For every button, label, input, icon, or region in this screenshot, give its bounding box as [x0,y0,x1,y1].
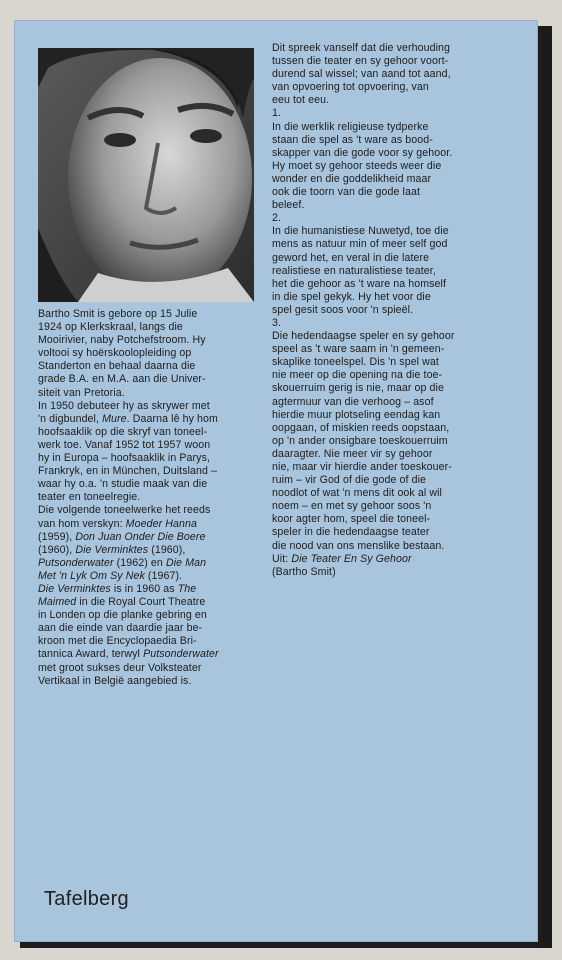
source-prefix: Uit: [272,552,292,565]
author-photo [38,48,254,302]
excerpt-source [272,553,524,566]
author-portrait-icon [38,48,254,302]
publisher-name: Tafelberg [44,888,129,910]
cover-edge-shadow [542,26,552,948]
back-cover [14,20,538,942]
excerpt-number-1: 1. [272,107,282,120]
book-title: Mure [102,412,127,425]
bio-text: (1967). [144,569,183,582]
play-title: Die Man Met 'n Lyk Om Sy Nek [38,556,207,582]
bio-paragraph-award [38,583,268,688]
bio-text: In 1950 debuteer hy as skrywer met 'n digbundel, [38,399,210,425]
bio-text: (1962) en [113,556,166,569]
bio-text: Die volgende toneelwerke het reeds van hom verskyn: [38,504,211,530]
source-title: Die Teater En Sy Gehoor [291,552,412,565]
bio-text: (1959), [38,530,73,543]
play-title: Die Verminktes [75,543,149,556]
excerpt-section-3: Die hedendaagse speler en sy gehoor speel as 't ware saam in 'n gemeen- skaplike toneelspel. Dis 'n spel wat nie meer op die opening na die toe- skouerruim gerig is nie, maar op die agtermuur van die verhoog – asof hierdie muur plotseling eendag kan oopgaan, of miskien reeds oopstaan, op 'n ander onsigbare toeskouerruim daaragter. Nie meer vir sy gehoor nie, maar vir hierdie ander toeskouer- ruim – vir God of die gode of die noodlot of wat 'n mens dit ook al wil noem – en met sy gehoor soos 'n koor agter hom, speel die toneel- speler in die hedendaagse teater die nood van ons menslike bestaan. [272,330,455,552]
play-title: Don Juan Onder Die Boere [75,530,206,543]
bio-text: in die Royal Court Theatre in Londen op die planke gebring en aan die einde van daardie jaar be- kroon met die Encyclopaedia Bri- tannica Award, terwyl [38,596,207,661]
excerpt-author: (Bartho Smit) [272,565,336,578]
bio-text: (1960), [151,543,186,556]
play-title: Putsonderwater [143,648,219,661]
excerpt-number-2: 2. [272,212,282,225]
bio-paragraph-birth: Bartho Smit is gebore op 15 Julie 1924 op Klerkskraal, langs die Mooirivier, naby Potchefstroom. Hy voltooi sy hoërskoolopleiding op Standerton en behaal daarna die grade B.A. en M.A. aan die Univer- siteit van Pretoria. [38,308,206,399]
bio-text: met groot sukses deur Volksteater Vertikaal in België aangebied is. [38,661,202,687]
bio-paragraph-career [38,400,268,505]
bio-paragraph-works [38,504,268,583]
excerpt-section-2: In die humanistiese Nuwetyd, toe die mens as natuur min of meer self god geword het, en veral in die latere realistiese en naturalistiese teater, het die gehoor as 't ware na homself in die spel gekyk. Hy het voor die spel gesit soos voor 'n spieël. [272,225,449,316]
bio-text: . Daarna lê hy hom hoofsaaklik op die skryf van toneel- werk toe. Vanaf 1952 tot 1957 woon hy in Europa – hoofsaaklik in Parys, Frankryk, en in München, Duitsland – waar hy o.a. 'n studie maak van die teater en toneelregie. [38,412,218,504]
excerpt-number-3: 3. [272,316,282,329]
play-title: Putsonderwater [38,556,114,569]
play-title: Die Verminktes [38,582,111,595]
play-title: The Maimed [38,582,197,609]
excerpt-section-1: In die werklik religieuse tydperke staan die spel as 't ware as bood- skapper van die gode voor sy gehoor. Hy moet sy gehoor steeds weer die wonder en die goddelikheid maar ook die toorn van die gode laat beleef. [272,120,453,212]
bio-text: (1960), [38,543,73,556]
author-biography [38,308,268,688]
excerpt-intro: Dit spreek vanself dat die verhouding tussen die teater en sy gehoor voort- durend sal wissel; van aand tot aand, van opvoering tot opvoering, van eeu tot eeu. [272,42,451,107]
essay-excerpt [272,42,524,579]
play-title: Moeder Hanna [125,517,197,530]
bio-text: is in 1960 as [110,582,178,595]
